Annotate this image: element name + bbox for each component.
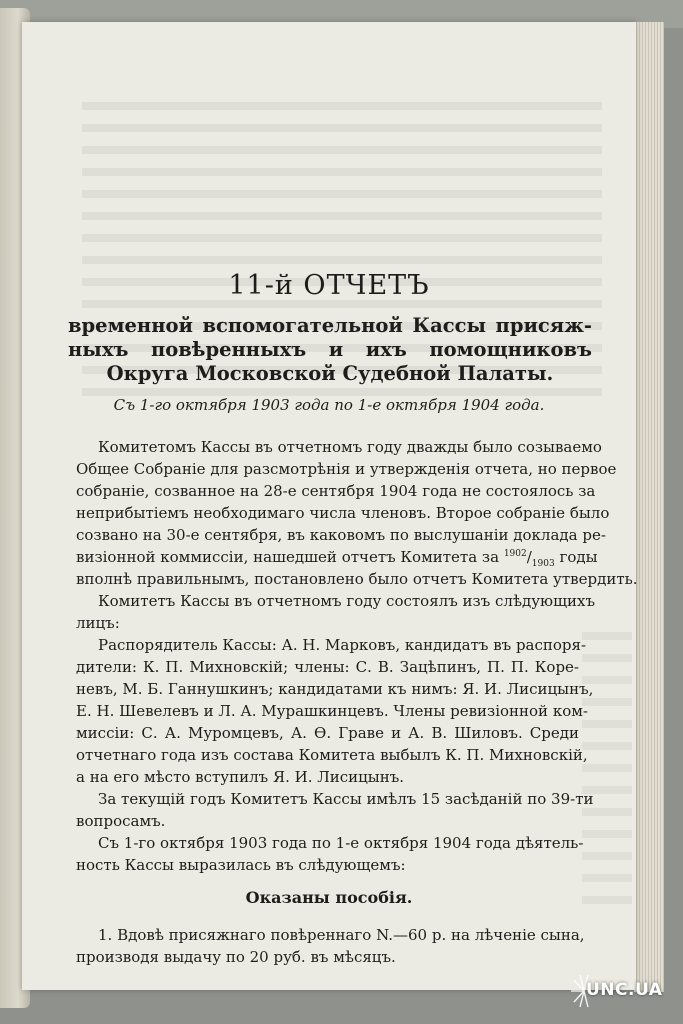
paragraph-line: лицъ: xyxy=(76,614,120,632)
report-title: 11-й ОТЧЕТЪ xyxy=(228,270,430,301)
list-item-line: производя выдачу по 20 руб. въ мѣсяцъ. xyxy=(76,948,396,966)
paragraph-line: неприбытiемъ необходимаго числа членовъ. Второе собранiе было xyxy=(76,504,610,522)
paragraph-line: вполнѣ правильнымъ, постановлено было отчетъ Комитета утвердить. xyxy=(76,570,638,588)
heading-line: временной вспомогательной Кассы присяж- xyxy=(68,314,592,337)
paragraph-line-with-fraction xyxy=(76,548,598,569)
book-page xyxy=(22,22,636,990)
paragraph-line: а на его мѣсто вступилъ Я. И. Лисицынъ. xyxy=(76,768,405,786)
fraction-lead-text: визiонной коммиссiи, нашедшей отчетъ Комитета за xyxy=(76,548,500,566)
paragraph-line: вопросамъ. xyxy=(76,812,166,830)
fraction-denominator: 1903 xyxy=(531,559,555,569)
page-stack-edges xyxy=(634,22,664,992)
fraction-tail-text: годы xyxy=(559,548,598,566)
paragraph-line: Е. Н. Шевелевъ и Л. А. Мурашкинцевъ. Члены ревизiонной ком- xyxy=(76,702,588,720)
years-fraction: $^{1902}/_{1903}$ xyxy=(503,548,555,569)
paragraph-line: собранiе, созванное на 28-е сентября 1904 года не состоялось за xyxy=(76,482,596,500)
paragraph-line: миссiи: С. А. Муромцевъ, А. Ѳ. Граве и А. В. Шиловъ. Среди xyxy=(76,724,579,742)
paragraph-line: Комитетъ Кассы въ отчетномъ году состоялъ изъ слѣдующихъ xyxy=(98,592,596,610)
paragraph-line: дители: К. П. Михновскiй; члены: С. В. Зацѣпинъ, П. П. Коре- xyxy=(76,658,579,676)
list-item-line: 1. Вдовѣ присяжнаго повѣреннаго N.—60 р. на лѣченiе сына, xyxy=(98,926,585,944)
watermark-text: UNC.UA xyxy=(586,980,663,1000)
paragraph-line: невъ, М. Б. Ганнушкинъ; кандидатами къ нимъ: Я. И. Лисицынъ, xyxy=(76,680,594,698)
paragraph-line: Общее Собранiе для разсмотрѣнiя и утвержденiя отчета, но первое xyxy=(76,460,617,478)
paragraph-line: За текущiй годъ Комитетъ Кассы имѣлъ 15 засѣданiй по 39-ти xyxy=(98,790,594,808)
fraction-numerator: 1902 xyxy=(503,549,527,559)
show-through-text-lower xyxy=(582,632,632,912)
paragraph-line: ность Кассы выразилась въ слѣдующемъ: xyxy=(76,856,406,874)
paragraph-line: отчетнаго года изъ состава Комитета выбылъ К. П. Михновскiй, xyxy=(76,746,588,764)
heading-line: ныхъ повѣренныхъ и ихъ помощниковъ xyxy=(68,338,592,361)
section-title: Оказаны пособiя. xyxy=(245,888,413,907)
heading-line: Округа Московской Судебной Палаты. xyxy=(106,362,554,385)
paragraph-line: Съ 1-го октября 1903 года по 1-е октября 1904 года дѣятель- xyxy=(98,834,584,852)
paragraph-line: Распорядитель Кассы: А. Н. Марковъ, кандидатъ въ распоря- xyxy=(98,636,587,654)
paragraph-line: созвано на 30-е сентября, въ каковомъ по выслушанiи доклада ре- xyxy=(76,526,606,544)
paragraph-line: Комитетомъ Кассы въ отчетномъ году дважды было созываемо xyxy=(98,438,602,456)
report-period: Съ 1-го октября 1903 года по 1-е октября 1904 года. xyxy=(113,396,545,414)
